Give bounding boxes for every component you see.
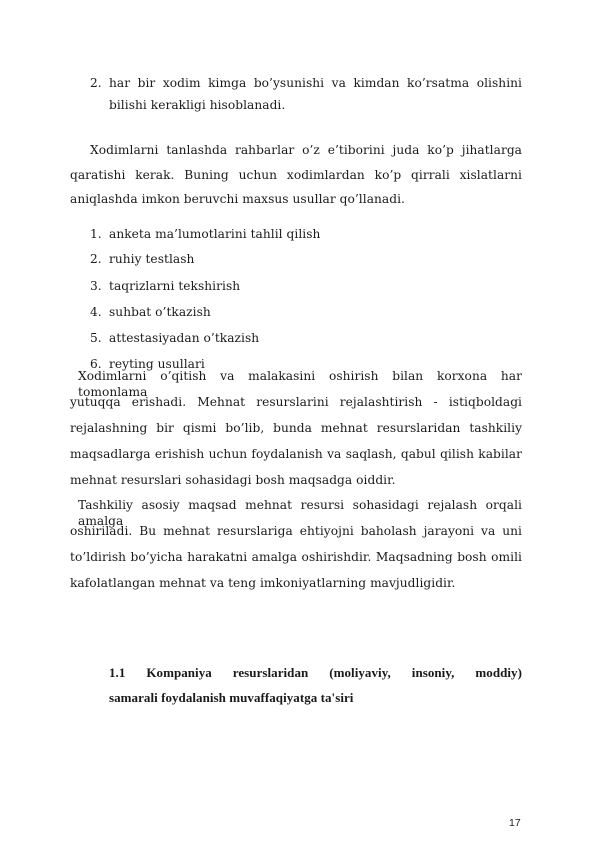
method-number: 4.: [90, 305, 102, 319]
method-item-1: anketa ma’lumotlarini tahlil qilish: [109, 227, 321, 241]
para3-line2: oshiriladi. Bu mehnat resurslariga ehtiyojni baholash jarayoni va uni: [70, 524, 522, 538]
section-heading-line2: samarali foydalanish muvaffaqiyatga ta'siri: [109, 690, 354, 705]
para3-line1: Tashkiliy asosiy maqsad mehnat resursi sohasidagi rejalash orqali amalga: [78, 498, 522, 528]
para2-line1: Xodimlarni o’qitish va malakasini oshirish bilan korxona har tomonlama: [78, 369, 522, 399]
para2-line2: yutuqqa erishadi. Mehnat resurslarini rejalashtirish - istiqboldagi: [70, 395, 522, 409]
method-item-2: ruhiy testlash: [109, 252, 195, 266]
section-heading-line1: 1.1 Kompaniya resurslaridan (moliyaviy, insoniy, moddiy): [109, 665, 522, 680]
para1-line1: Xodimlarni tanlashda rahbarlar o’z e’tiborini juda ko’p jihatlarga: [90, 143, 522, 157]
method-number: 5.: [90, 331, 102, 345]
method-item-3: taqrizlarni tekshirish: [109, 279, 241, 293]
method-number: 1.: [90, 227, 102, 241]
method-item-4: suhbat o’tkazish: [109, 305, 211, 319]
para3-line3: to’ldirish bo’yicha harakatni amalga oshirishdir. Maqsadning bosh omili: [70, 550, 522, 564]
para1-line2: qaratishi kerak. Buning uchun xodimlardan ko’p qirrali xislatlarni: [70, 168, 522, 182]
method-item-5: attestasiyadan o’tkazish: [109, 331, 260, 345]
method-item-6: reyting usullari: [109, 357, 205, 371]
para1-line3: aniqlashda imkon beruvchi maxsus usullar qo’llanadi.: [70, 192, 405, 206]
method-number: 6.: [90, 357, 102, 371]
method-number: 2.: [90, 252, 102, 266]
para2-line4: maqsadlarga erishish uchun foydalanish va saqlash, qabul qilish kabilar: [70, 447, 522, 461]
para2-line3: rejalashning bir qismi bo’lib, bunda mehnat resurslaridan tashkiliy: [70, 421, 522, 435]
intro-item-line2: bilishi kerakligi hisoblanadi.: [109, 98, 286, 112]
method-number: 3.: [90, 279, 102, 293]
page-number: 17: [509, 817, 521, 829]
intro-item-number: 2.: [90, 76, 102, 90]
intro-item-line1: har bir xodim kimga bo’ysunishi va kimdan ko’rsatma olishini: [109, 76, 522, 90]
para2-line5: mehnat resurslari sohasidagi bosh maqsadga oiddir.: [70, 473, 396, 487]
para3-line4: kafolatlangan mehnat va teng imkoniyatlarning mavjudligidir.: [70, 576, 456, 590]
